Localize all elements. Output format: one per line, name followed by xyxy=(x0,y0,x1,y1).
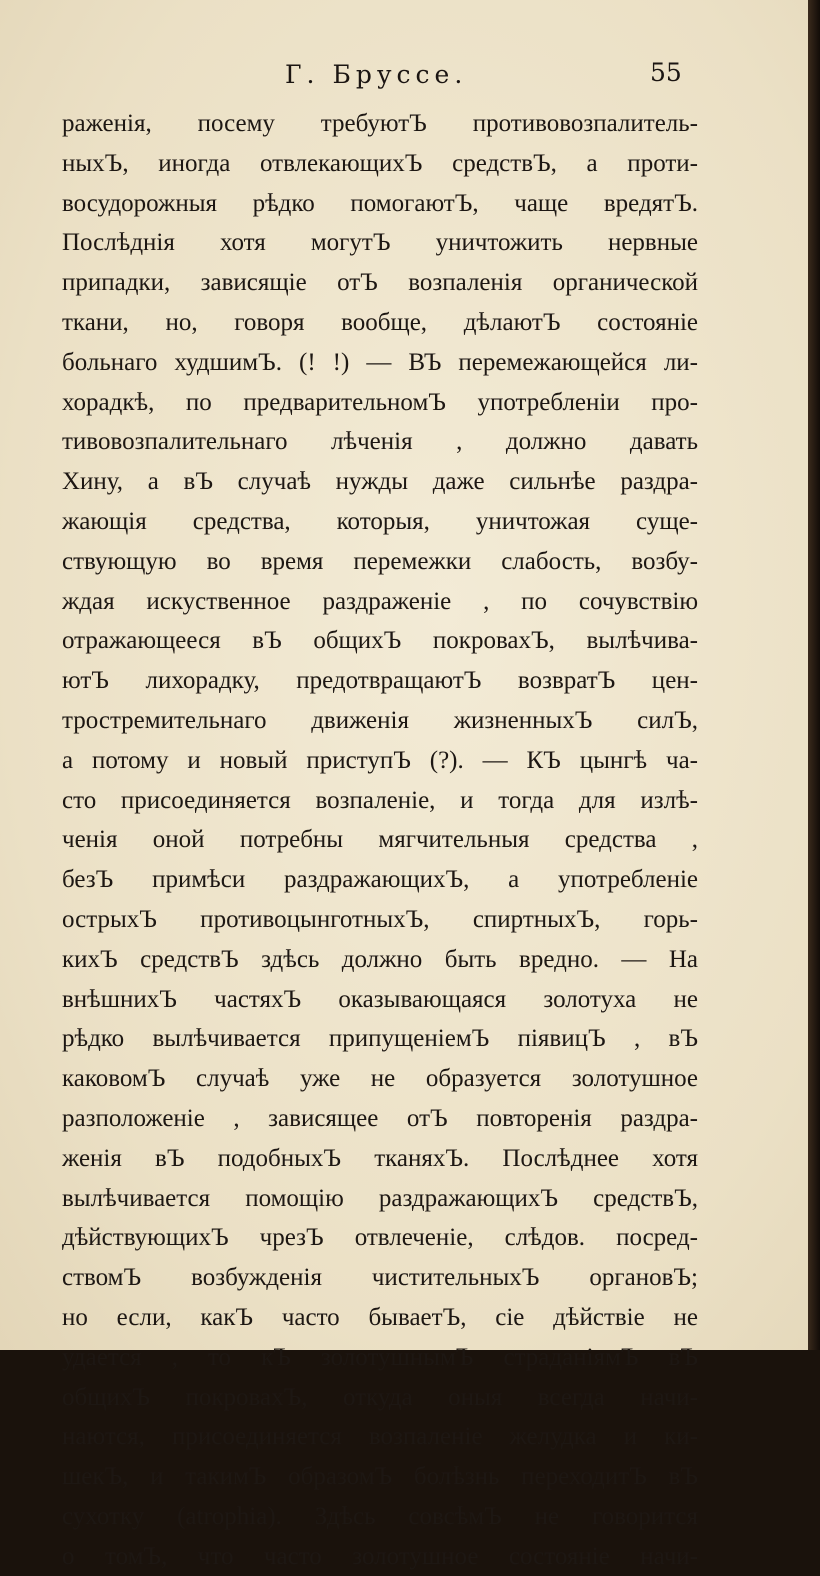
text-line: жающія средства, которыя, уничтожая суще- xyxy=(62,507,698,535)
text-line: ждая искуственное раздраженіе , по сочувствію xyxy=(62,587,698,615)
text-line: больнаго худшимЪ. (! !) — ВЪ перемежающейся ли- xyxy=(62,348,698,376)
text-line: кихЪ средствЪ здѣсь должно быть вредно. — На xyxy=(62,945,698,973)
body-text xyxy=(62,104,698,1576)
text-line: шекЪ, и такимЪ образомЪ болѣзнь переходитЪ вЪ xyxy=(62,1463,698,1491)
text-line: ченія оной потребны мягчительныя средства , xyxy=(62,826,698,854)
text-line: сто присоединяется возпаленіе, и тогда для излѣ- xyxy=(62,786,698,814)
text-line: тростремительнаго движенія жизненныхЪ силЪ, xyxy=(62,706,698,734)
text-line: о томЪ, что часто золотушное состояніе начи- xyxy=(62,1542,698,1570)
text-line: Послѣднія хотя могутЪ уничтожить нервные xyxy=(62,229,698,257)
text-line: тивовозпалительнаго лѣченія , должно давать xyxy=(62,428,698,456)
text-line: Хину, а вЪ случаѣ нужды даже сильнѣе раздра- xyxy=(62,468,698,496)
text-line: рѣдко вылѣчивается припущеніемЪ піявицЪ , вЪ xyxy=(62,1025,698,1053)
text-line: раженія, посему требуютЪ противовозпалитель- xyxy=(62,110,698,137)
text-line: разположеніе , зависящее отЪ повторенія раздра- xyxy=(62,1104,698,1132)
page-edge-shadow xyxy=(808,0,820,1350)
text-line: внѣшнихЪ частяхЪ оказывающаяся золотуха не xyxy=(62,985,698,1013)
text-line: ствомЪ возбужденія чистительныхЪ органовЪ; xyxy=(62,1264,698,1292)
text-line: острыхЪ противоцынготныхЪ, спиртныхЪ, горь- xyxy=(62,905,698,933)
text-line: удается , то кЪ золотушнымЪ страданіямЪ вЪ xyxy=(62,1343,698,1371)
text-line: припадки, зависящіе отЪ возпаленія органической xyxy=(62,269,698,297)
text-line: хорадкѣ, по предварительномЪ употребленіи про- xyxy=(62,388,698,416)
text-line: дѣйствующихЪ чрезЪ отвлеченіе, слѣдов. посред- xyxy=(62,1224,698,1252)
page-header xyxy=(0,58,808,98)
text-line: но если, какЪ часто бываетЪ, сіе дѣйствіе не xyxy=(62,1303,698,1331)
text-line: отражающееся вЪ общихЪ покровахЪ, вылѣчива- xyxy=(62,627,698,655)
text-line: восудорожныя рѣдко помогаютЪ, чаще вредятЪ. xyxy=(62,189,698,217)
text-line: ныхЪ, иногда отвлекающихЪ средствЪ, а проти- xyxy=(62,149,698,177)
text-line: ткани, но, говоря вообще, дѣлаютЪ состояніе xyxy=(62,308,698,336)
text-line: наются, присоединяется возпаленіе желудка и ки- xyxy=(62,1423,698,1451)
text-line: безЪ примѣси раздражающихЪ, а употребленіе xyxy=(62,866,698,894)
text-line: ствующую во время перемежки слабость, возбу- xyxy=(62,547,698,575)
running-head: Г. Бруссе. xyxy=(285,60,468,89)
page-number: 55 xyxy=(650,58,682,87)
text-line: женія вЪ подобныхЪ тканяхЪ. Послѣднее хотя xyxy=(62,1144,698,1172)
text-line: ютЪ лихорадку, предотвращаютЪ возвратЪ цен- xyxy=(62,667,698,695)
text-line: общихЪ покровахЪ, откуда оныя всегда начи- xyxy=(62,1383,698,1411)
text-line: а потому и новый приступЪ (?). — КЪ цынгѣ ча- xyxy=(62,746,698,774)
text-line: вылѣчивается помощію раздражающихЪ средствЪ, xyxy=(62,1184,698,1212)
text-line: каковомЪ случаѣ уже не образуется золотушное xyxy=(62,1065,698,1093)
text-line: сухотку (atrophia). Здѣсь совсѣмЪ не говорится xyxy=(62,1502,698,1530)
